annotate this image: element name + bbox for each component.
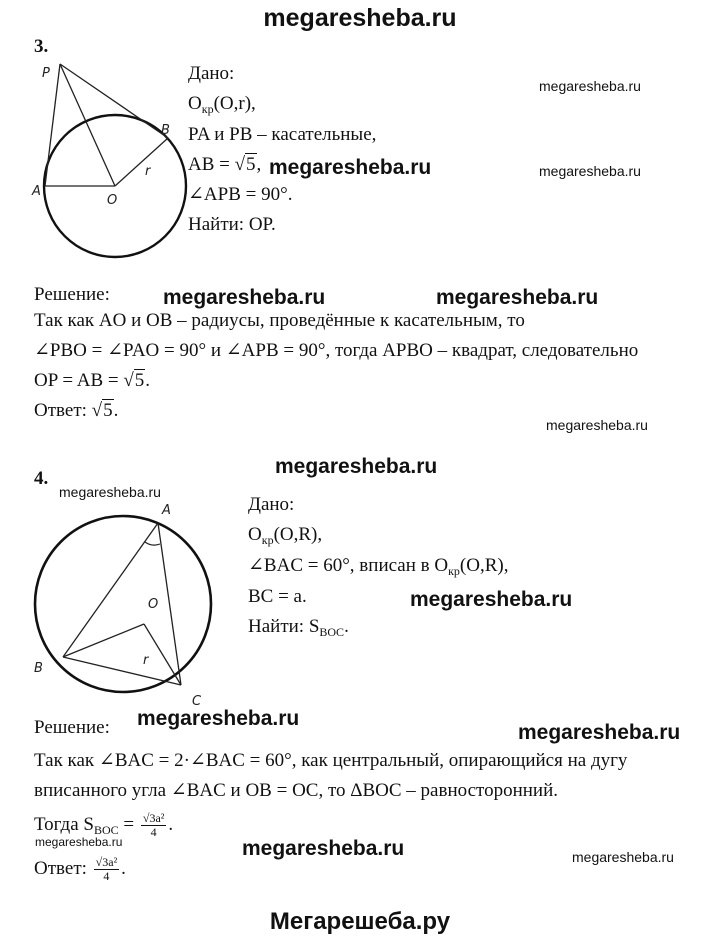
watermark-small: megaresheba.ru [35, 835, 123, 849]
watermark: megaresheba.ru [269, 156, 432, 179]
given-circle-4: $O_{кр}(O,R)$, [248, 524, 323, 547]
label-a: A [32, 184, 41, 199]
problem-3-figure [28, 58, 198, 278]
label-c-4: C [192, 694, 202, 709]
problem-3-solution [34, 306, 638, 426]
label-r-4: r [143, 653, 149, 668]
solution-line-2: ∠PBO = ∠PAO = 90° и ∠APB = 90°, тогда APBO – квадрат, следовательно [34, 340, 639, 361]
then-line: Тогда $S_{BOC}$ = $\frac{\text{√3a²}}{4}$ . [34, 811, 174, 839]
watermark-small: megaresheba.ru [546, 417, 648, 433]
solution-line-3: OP = AB = √5. [34, 370, 151, 391]
side-ac [158, 523, 181, 685]
site-header: megaresheba.ru [263, 4, 457, 32]
side-ab [63, 523, 158, 657]
radius-oc-4 [144, 624, 181, 685]
watermark: megaresheba.ru [436, 286, 599, 309]
tangent-pa [45, 64, 60, 186]
problem-4-given [248, 490, 508, 643]
label-p: P [42, 66, 50, 81]
label-o: O [107, 193, 118, 208]
watermark-small: megaresheba.ru [59, 484, 161, 500]
answer-fraction: $\frac{\text{√3a²}}{4}$ [95, 855, 118, 883]
area-fraction: $\frac{\text{√3a²}}{4}$ [142, 811, 165, 839]
given-angle: ∠APB = 90°. [188, 184, 293, 205]
given-title-4: Дано: [248, 494, 295, 515]
circumscribed-circle [35, 516, 211, 692]
angle-a-arc [145, 542, 160, 545]
problem-4-number: 4. [34, 468, 49, 489]
solution-line-1: Так как AO и OB – радиусы, проведённые к касательным, то [34, 310, 525, 331]
watermark: megaresheba.ru [275, 455, 438, 478]
watermark: megaresheba.ru [410, 588, 573, 611]
watermark: megaresheba.ru [137, 707, 300, 730]
given-bc: BC = a. [248, 586, 307, 607]
watermark-small: megaresheba.ru [572, 849, 674, 865]
solution-4-line-1: Так как ∠BAC = 2·∠BAC = 60°, как центральный, опирающийся на дугу [34, 750, 628, 771]
problem-4-figure [28, 492, 218, 712]
watermark: megaresheba.ru [163, 286, 326, 309]
find-op: Найти: OP. [188, 214, 276, 235]
given-title: Дано: [188, 63, 235, 84]
problem-3-given [188, 59, 376, 240]
given-circle: $O_{кр}(O,r)$, [188, 93, 256, 116]
radius-ob [115, 138, 168, 186]
watermark-small: megaresheba.ru [539, 78, 641, 94]
watermark: megaresheba.ru [518, 721, 681, 744]
answer-line: Ответ: √5. [34, 400, 119, 421]
answer-4-line: Ответ: $\frac{\text{√3a²}}{4}$ . [34, 855, 126, 883]
label-b: B [161, 123, 170, 138]
site-footer: Мегарешеба.ру [269, 908, 451, 935]
problem-4-solution-title: Решение: [34, 717, 110, 738]
problem-3-solution-title: Решение: [34, 284, 110, 305]
problem-4-solution [34, 746, 627, 806]
given-angle-4: ∠BAC = 60°, вписан в $O_{кр}(O,R)$, [248, 555, 509, 578]
label-b-4: B [34, 661, 43, 676]
solution-4-line-2: вписанного угла ∠BAC и OB = OC, то ΔBOC – равносторонний. [34, 780, 559, 801]
find-area: Найти: $S_{BOC}$. [248, 616, 349, 639]
watermark-small: megaresheba.ru [539, 163, 641, 179]
given-ab: AB = √5, [188, 154, 262, 175]
watermark: megaresheba.ru [242, 837, 405, 860]
label-o-4: O [148, 597, 159, 612]
given-tangents: PA и PB – касательные, [188, 124, 377, 145]
problem-3-number: 3. [34, 36, 49, 57]
label-a-4: A [162, 503, 171, 518]
label-r: r [145, 164, 151, 179]
